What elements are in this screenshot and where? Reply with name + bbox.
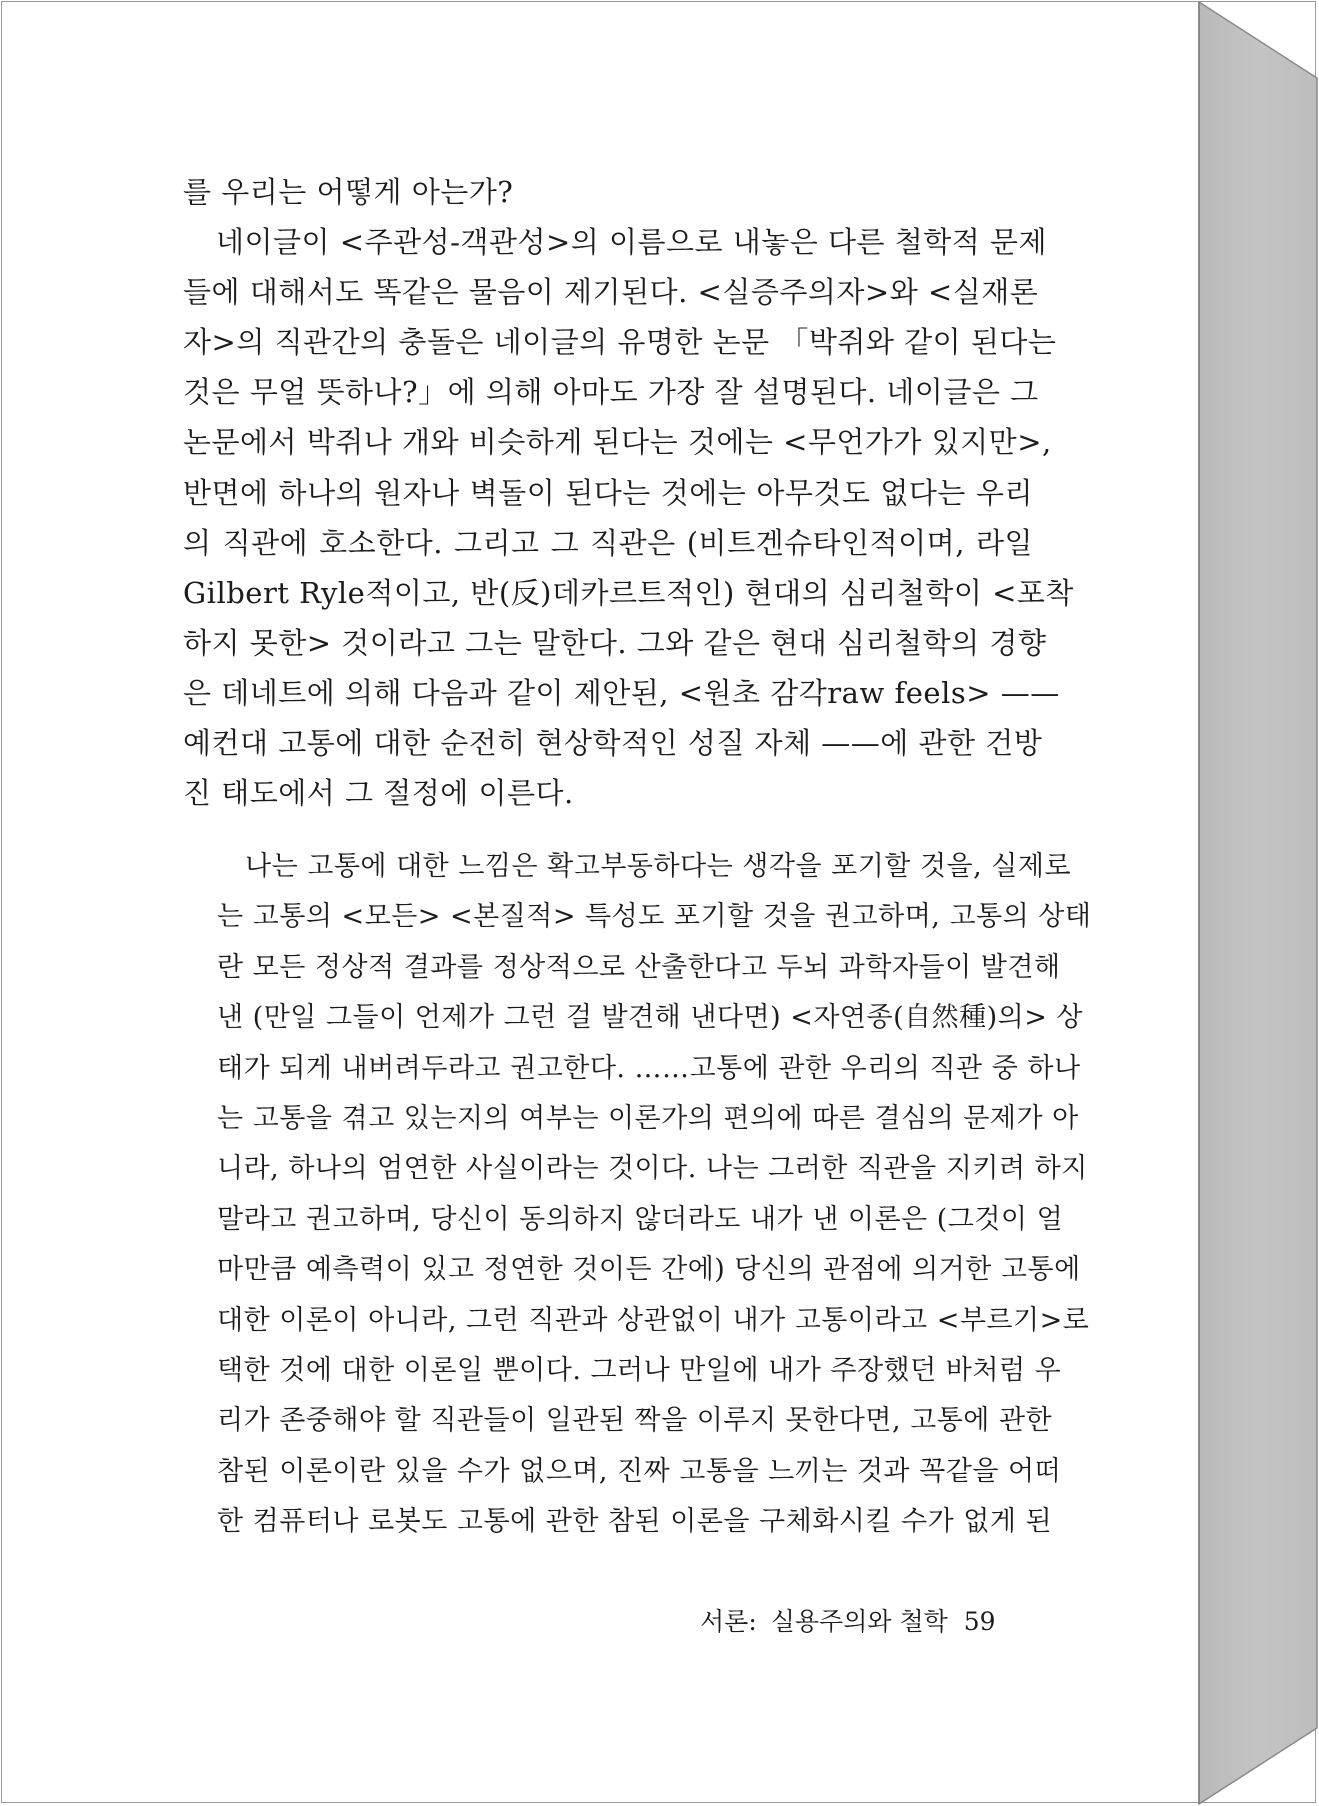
text-line: 네이글이 <주관성-객관성>의 이름으로 내놓은 다른 철학적 문제	[216, 225, 1048, 260]
quote-line: 마만큼 예측력이 있고 정연한 것이든 간에) 당신의 관점에 의거한 고통에	[217, 1254, 1081, 1286]
text-line: 반면에 하나의 원자나 벽돌이 된다는 것에는 아무것도 없다는 우리	[183, 475, 1033, 510]
text-line: 들에 대해서도 똑같은 물음이 제기된다. <실증주의자>와 <실재론	[183, 275, 1039, 310]
text-line: Gilbert Ryle적이고, 반(反)데카르트적인) 현대의 심리철학이 <포착	[183, 575, 1074, 610]
quote-line: 말라고 권고하며, 당신이 동의하지 않더라도 내가 낸 이론은 (그것이 얼	[217, 1203, 1064, 1235]
footer-title: 실용주의와 철학	[770, 1607, 948, 1636]
page-number: 59	[963, 1607, 996, 1636]
body-text	[183, 170, 1074, 821]
book-edge-shadow	[1197, 0, 1319, 1806]
quote-line: 태가 되게 내버려두라고 권고한다. ……고통에 관한 우리의 직관 중 하나	[217, 1052, 1081, 1084]
footer-section: 서론	[700, 1607, 749, 1636]
text-line: 예컨대 고통에 대한 순전히 현상학적인 성질 자체 ——에 관한 건방	[183, 726, 1043, 761]
text-line: 를 우리는 어떻게 아는가?	[183, 175, 514, 209]
quote-line: 참된 이론이란 있을 수가 없으며, 진짜 고통을 느끼는 것과 꼭같을 어떠	[217, 1455, 1062, 1487]
text-line: 의 직관에 호소한다. 그리고 그 직관은 (비트겐슈타인적이며, 라일	[183, 525, 1033, 560]
quote-line: 한 컴퓨터나 로봇도 고통에 관한 참된 이론을 구체화시킬 수가 없게 된	[217, 1506, 1053, 1538]
quote-line: 리가 존중해야 할 직관들이 일관된 짝을 이루지 못한다면, 고통에 관한	[217, 1405, 1053, 1437]
quote-line: 는 고통의 <모든> <본질적> 특성도 포기할 것을 권고하며, 고통의 상태	[217, 901, 1092, 933]
quote-line: 대한 이론이 아니라, 그런 직관과 상관없이 내가 고통이라고 <부르기>로	[217, 1304, 1090, 1336]
quote-line: 나는 고통에 대한 느낌은 확고부동하다는 생각을 포기할 것을, 실제로	[245, 851, 1072, 882]
quote-line: 낸 (만일 그들이 언제가 그런 걸 발견해 낸다면) <자연종(自然種)의> 상	[217, 1002, 1084, 1034]
quote-line: 니라, 하나의 엄연한 사실이라는 것이다. 나는 그러한 직관을 지키려 하지	[217, 1153, 1088, 1185]
text-line: 하지 못한> 것이라고 그는 말한다. 그와 같은 현대 심리철학의 경향	[183, 625, 1047, 660]
text-line: 논문에서 박쥐나 개와 비슷하게 된다는 것에는 <무언가가 있지만>,	[183, 425, 1052, 460]
quote-line: 택한 것에 대한 이론일 뿐이다. 그러나 만일에 내가 주장했던 바처럼 우	[217, 1354, 1062, 1386]
text-line: 은 데네트에 의해 다음과 같이 제안된, <원초 감각raw feels> ——	[183, 675, 1060, 710]
quote-line: 란 모든 정상적 결과를 정상적으로 산출한다고 두뇌 과학자들이 발견해	[217, 951, 1061, 983]
block-quote	[217, 846, 1092, 1551]
quote-line: 는 고통을 겪고 있는지의 여부는 이론가의 편의에 따른 결심의 문제가 아	[217, 1102, 1079, 1134]
text-line: 것은 무얼 뜻하나?」에 의해 아마도 가장 잘 설명된다. 네이글은 그	[183, 375, 1039, 410]
text-line: 자>의 직관간의 충돌은 네이글의 유명한 논문 「박쥐와 같이 된다는	[183, 325, 1057, 360]
footer-separator: :	[748, 1607, 757, 1636]
running-footer	[700, 1604, 1010, 1640]
text-line: 진 태도에서 그 절정에 이른다.	[183, 776, 574, 811]
